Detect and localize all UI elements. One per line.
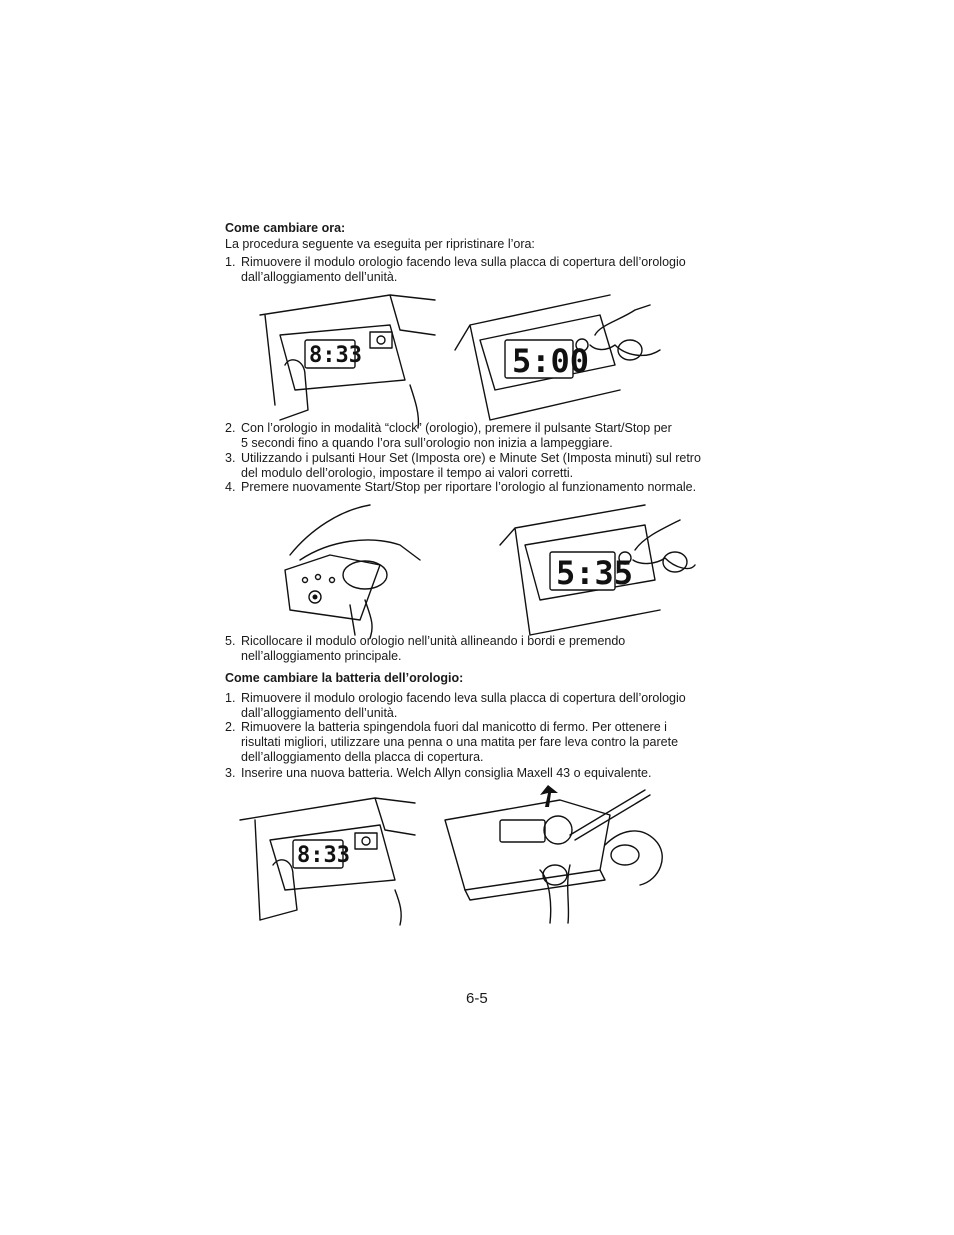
list-item: [225, 255, 745, 285]
clock-display-text: 8:33: [309, 343, 362, 368]
clock-display-text: 8:33: [297, 843, 350, 868]
list-item-text: Ricollocare il modulo orologio nell’unità allineando i bordi e premendo nell’alloggiamento principale.: [241, 634, 626, 663]
list-item-number: 1.: [225, 691, 236, 705]
list-item: [225, 451, 745, 481]
clock-module-back-buttons-illustration: [270, 500, 450, 640]
clock-normal-operation-illustration: [495, 500, 695, 640]
page-number: 6-5: [466, 990, 488, 1007]
battery-removal-illustration: [440, 785, 690, 925]
list-item: [225, 480, 745, 495]
list-item: [225, 691, 745, 721]
list-item-text: Rimuovere il modulo orologio facendo leva sulla placca di copertura dell’orologio dall’alloggiamento dell’unità.: [241, 255, 686, 284]
list-item-number: 3.: [225, 451, 236, 465]
list-item-number: 3.: [225, 766, 236, 780]
list-item-text: Utilizzando i pulsanti Hour Set (Imposta ore) e Minute Set (Imposta minuti) sul retro del modulo dell’orologio, impostare il tempo ai valori corretti.: [241, 451, 701, 480]
clock-start-stop-press-illustration: [450, 290, 670, 430]
list-item: [225, 720, 745, 765]
clock-display-text: 5:00: [512, 342, 590, 380]
clock-module-removal-illustration: [235, 795, 435, 925]
list-item-text: Rimuovere il modulo orologio facendo leva sulla placca di copertura dell’orologio dall’alloggiamento dell’unità.: [241, 691, 686, 720]
list-item-text: Rimuovere la batteria spingendola fuori dal manicotto di fermo. Per ottenere i risultati migliori, utilizzare una penna o una matita per fare leva contro la parete dell’alloggiamento della placca di copertura.: [241, 720, 679, 764]
list-item-text: Con l’orologio in modalità “clock” (orologio), premere il pulsante Start/Stop per 5 secondi fino a quando l’ora sull’orologio non inizia a lampeggiare.: [241, 421, 672, 450]
section-heading-change-battery: Come cambiare la batteria dell’orologio:: [225, 671, 464, 685]
list-item-text: Premere nuovamente Start/Stop per riportare l’orologio al funzionamento normale.: [241, 480, 697, 494]
list-item: [225, 634, 745, 664]
list-item-number: 5.: [225, 634, 236, 648]
list-item-number: 1.: [225, 255, 236, 269]
list-item-number: 2.: [225, 421, 236, 435]
list-item: [225, 421, 745, 451]
list-item: [225, 766, 745, 781]
clock-display-text: 5:35: [556, 554, 634, 592]
clock-module-removal-illustration: [250, 290, 450, 430]
list-item-text: Inserire una nuova batteria. Welch Allyn consiglia Maxell 43 o equivalente.: [241, 766, 652, 780]
section-heading-change-time: Come cambiare ora:: [225, 221, 346, 235]
section-intro: La procedura seguente va eseguita per ripristinare l’ora:: [225, 237, 535, 251]
list-item-number: 4.: [225, 480, 236, 494]
list-item-number: 2.: [225, 720, 236, 734]
